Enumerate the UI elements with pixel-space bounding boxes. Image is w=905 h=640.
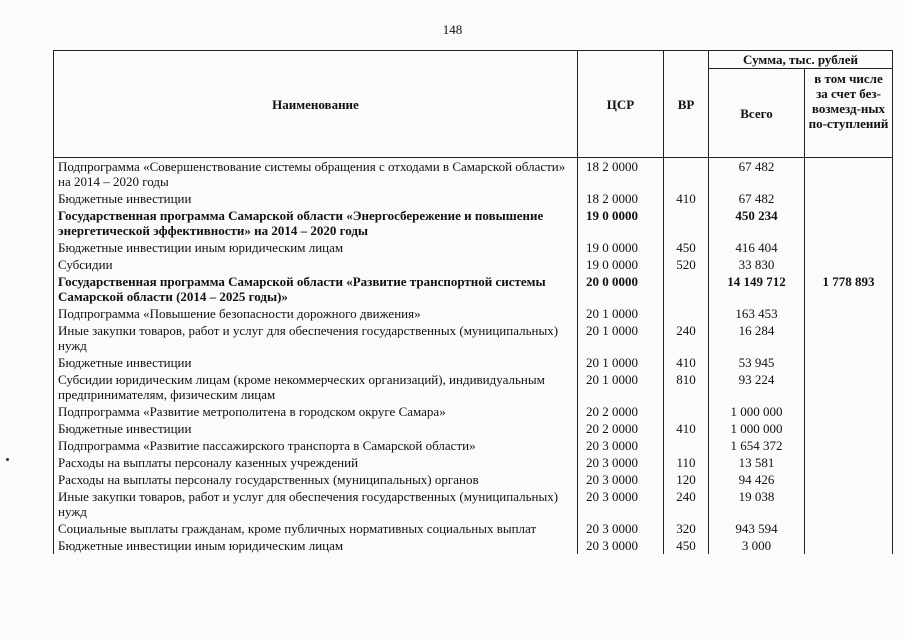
row-vr-cell: 450 bbox=[664, 537, 709, 554]
row-csr-cell: 20 1 0000 bbox=[578, 371, 664, 403]
row-csr-cell: 20 3 0000 bbox=[578, 454, 664, 471]
row-total-cell: 67 482 bbox=[709, 190, 805, 207]
table-row bbox=[54, 158, 893, 191]
table-row bbox=[54, 256, 893, 273]
row-total-cell: 1 000 000 bbox=[709, 420, 805, 437]
row-vr-cell bbox=[664, 158, 709, 191]
table-row bbox=[54, 371, 893, 403]
row-csr-cell: 20 1 0000 bbox=[578, 354, 664, 371]
row-free-cell bbox=[805, 354, 893, 371]
row-csr-cell: 20 3 0000 bbox=[578, 488, 664, 520]
row-name-cell: Иные закупки товаров, работ и услуг для обеспечения государственных (муниципальных) нужд bbox=[54, 322, 578, 354]
row-free-cell bbox=[805, 471, 893, 488]
row-free-cell: 1 778 893 bbox=[805, 273, 893, 305]
row-free-cell bbox=[805, 488, 893, 520]
row-total-cell: 94 426 bbox=[709, 471, 805, 488]
row-total-cell: 14 149 712 bbox=[709, 273, 805, 305]
row-name-cell: Бюджетные инвестиции иным юридическим лицам bbox=[54, 537, 578, 554]
row-vr-cell: 240 bbox=[664, 322, 709, 354]
row-total-cell: 16 284 bbox=[709, 322, 805, 354]
row-free-cell bbox=[805, 256, 893, 273]
budget-table-container bbox=[53, 50, 892, 554]
row-total-cell: 1 000 000 bbox=[709, 403, 805, 420]
row-csr-cell: 19 0 0000 bbox=[578, 239, 664, 256]
row-vr-cell bbox=[664, 403, 709, 420]
row-free-cell bbox=[805, 537, 893, 554]
row-free-cell bbox=[805, 371, 893, 403]
header-amount: Сумма, тыс. рублей bbox=[709, 51, 893, 69]
row-free-cell bbox=[805, 520, 893, 537]
row-vr-cell: 450 bbox=[664, 239, 709, 256]
row-csr-cell: 20 3 0000 bbox=[578, 471, 664, 488]
row-free-cell bbox=[805, 305, 893, 322]
table-row bbox=[54, 488, 893, 520]
row-vr-cell bbox=[664, 207, 709, 239]
table-row bbox=[54, 322, 893, 354]
header-vr: ВР bbox=[664, 51, 709, 158]
row-csr-cell: 20 2 0000 bbox=[578, 420, 664, 437]
row-total-cell: 13 581 bbox=[709, 454, 805, 471]
row-csr-cell: 20 1 0000 bbox=[578, 305, 664, 322]
table-row bbox=[54, 520, 893, 537]
table-body bbox=[54, 158, 893, 555]
table-row bbox=[54, 403, 893, 420]
row-csr-cell: 19 0 0000 bbox=[578, 256, 664, 273]
row-name-cell: Бюджетные инвестиции bbox=[54, 420, 578, 437]
table-header bbox=[54, 51, 893, 158]
row-csr-cell: 18 2 0000 bbox=[578, 190, 664, 207]
row-csr-cell: 20 3 0000 bbox=[578, 520, 664, 537]
header-total: Всего bbox=[709, 69, 805, 158]
page-number: 148 bbox=[442, 22, 463, 37]
table-row bbox=[54, 239, 893, 256]
header-name: Наименование bbox=[54, 51, 578, 158]
header-csr: ЦСР bbox=[578, 51, 664, 158]
row-name-cell: Расходы на выплаты персоналу казенных учреждений bbox=[54, 454, 578, 471]
table-row bbox=[54, 437, 893, 454]
row-total-cell: 19 038 bbox=[709, 488, 805, 520]
row-name-cell: Подпрограмма «Совершенствование системы обращения с отходами в Самарской области» на 2014 – 2020 годы bbox=[54, 158, 578, 191]
row-name-cell: Бюджетные инвестиции bbox=[54, 354, 578, 371]
row-vr-cell: 520 bbox=[664, 256, 709, 273]
row-free-cell bbox=[805, 207, 893, 239]
row-name-cell: Иные закупки товаров, работ и услуг для обеспечения государственных (муниципальных) нужд bbox=[54, 488, 578, 520]
row-vr-cell: 410 bbox=[664, 420, 709, 437]
row-vr-cell: 240 bbox=[664, 488, 709, 520]
row-vr-cell: 410 bbox=[664, 354, 709, 371]
row-free-cell bbox=[805, 403, 893, 420]
row-csr-cell: 20 2 0000 bbox=[578, 403, 664, 420]
row-name-cell: Подпрограмма «Развитие пассажирского транспорта в Самарской области» bbox=[54, 437, 578, 454]
row-vr-cell bbox=[664, 273, 709, 305]
row-free-cell bbox=[805, 322, 893, 354]
row-name-cell: Субсидии bbox=[54, 256, 578, 273]
table-row bbox=[54, 190, 893, 207]
row-name-cell: Государственная программа Самарской области «Энергосбережение и повышение энергетической эффективности» на 2014 – 2020 годы bbox=[54, 207, 578, 239]
table-row bbox=[54, 471, 893, 488]
row-name-cell: Государственная программа Самарской области «Развитие транспортной системы Самарской области (2014 – 2025 годы)» bbox=[54, 273, 578, 305]
row-vr-cell: 320 bbox=[664, 520, 709, 537]
table-row bbox=[54, 207, 893, 239]
row-free-cell bbox=[805, 420, 893, 437]
table-row bbox=[54, 454, 893, 471]
row-total-cell: 943 594 bbox=[709, 520, 805, 537]
row-name-cell: Бюджетные инвестиции иным юридическим лицам bbox=[54, 239, 578, 256]
table-row bbox=[54, 354, 893, 371]
row-csr-cell: 20 3 0000 bbox=[578, 437, 664, 454]
row-total-cell: 1 654 372 bbox=[709, 437, 805, 454]
row-total-cell: 3 000 bbox=[709, 537, 805, 554]
row-total-cell: 93 224 bbox=[709, 371, 805, 403]
row-csr-cell: 18 2 0000 bbox=[578, 158, 664, 191]
row-name-cell: Подпрограмма «Развитие метрополитена в городском округе Самара» bbox=[54, 403, 578, 420]
row-total-cell: 416 404 bbox=[709, 239, 805, 256]
row-vr-cell: 410 bbox=[664, 190, 709, 207]
scan-speck bbox=[6, 458, 9, 461]
row-total-cell: 33 830 bbox=[709, 256, 805, 273]
table-row bbox=[54, 273, 893, 305]
row-csr-cell: 20 0 0000 bbox=[578, 273, 664, 305]
row-free-cell bbox=[805, 190, 893, 207]
row-name-cell: Социальные выплаты гражданам, кроме публичных нормативных социальных выплат bbox=[54, 520, 578, 537]
header-free: в том числе за счет без-возмезд-ных по-ступлений bbox=[805, 69, 893, 158]
row-name-cell: Субсидии юридическим лицам (кроме некоммерческих организаций), индивидуальным предпринимателям, физическим лицам bbox=[54, 371, 578, 403]
row-name-cell: Бюджетные инвестиции bbox=[54, 190, 578, 207]
row-free-cell bbox=[805, 158, 893, 191]
row-vr-cell bbox=[664, 437, 709, 454]
row-vr-cell: 120 bbox=[664, 471, 709, 488]
row-vr-cell: 810 bbox=[664, 371, 709, 403]
row-name-cell: Расходы на выплаты персоналу государственных (муниципальных) органов bbox=[54, 471, 578, 488]
row-vr-cell bbox=[664, 305, 709, 322]
row-free-cell bbox=[805, 454, 893, 471]
row-total-cell: 67 482 bbox=[709, 158, 805, 191]
row-vr-cell: 110 bbox=[664, 454, 709, 471]
row-csr-cell: 19 0 0000 bbox=[578, 207, 664, 239]
row-total-cell: 163 453 bbox=[709, 305, 805, 322]
table-row bbox=[54, 537, 893, 554]
row-csr-cell: 20 3 0000 bbox=[578, 537, 664, 554]
budget-table bbox=[53, 50, 893, 554]
row-free-cell bbox=[805, 437, 893, 454]
table-row bbox=[54, 420, 893, 437]
row-free-cell bbox=[805, 239, 893, 256]
table-row bbox=[54, 305, 893, 322]
row-name-cell: Подпрограмма «Повышение безопасности дорожного движения» bbox=[54, 305, 578, 322]
row-total-cell: 450 234 bbox=[709, 207, 805, 239]
row-csr-cell: 20 1 0000 bbox=[578, 322, 664, 354]
row-total-cell: 53 945 bbox=[709, 354, 805, 371]
